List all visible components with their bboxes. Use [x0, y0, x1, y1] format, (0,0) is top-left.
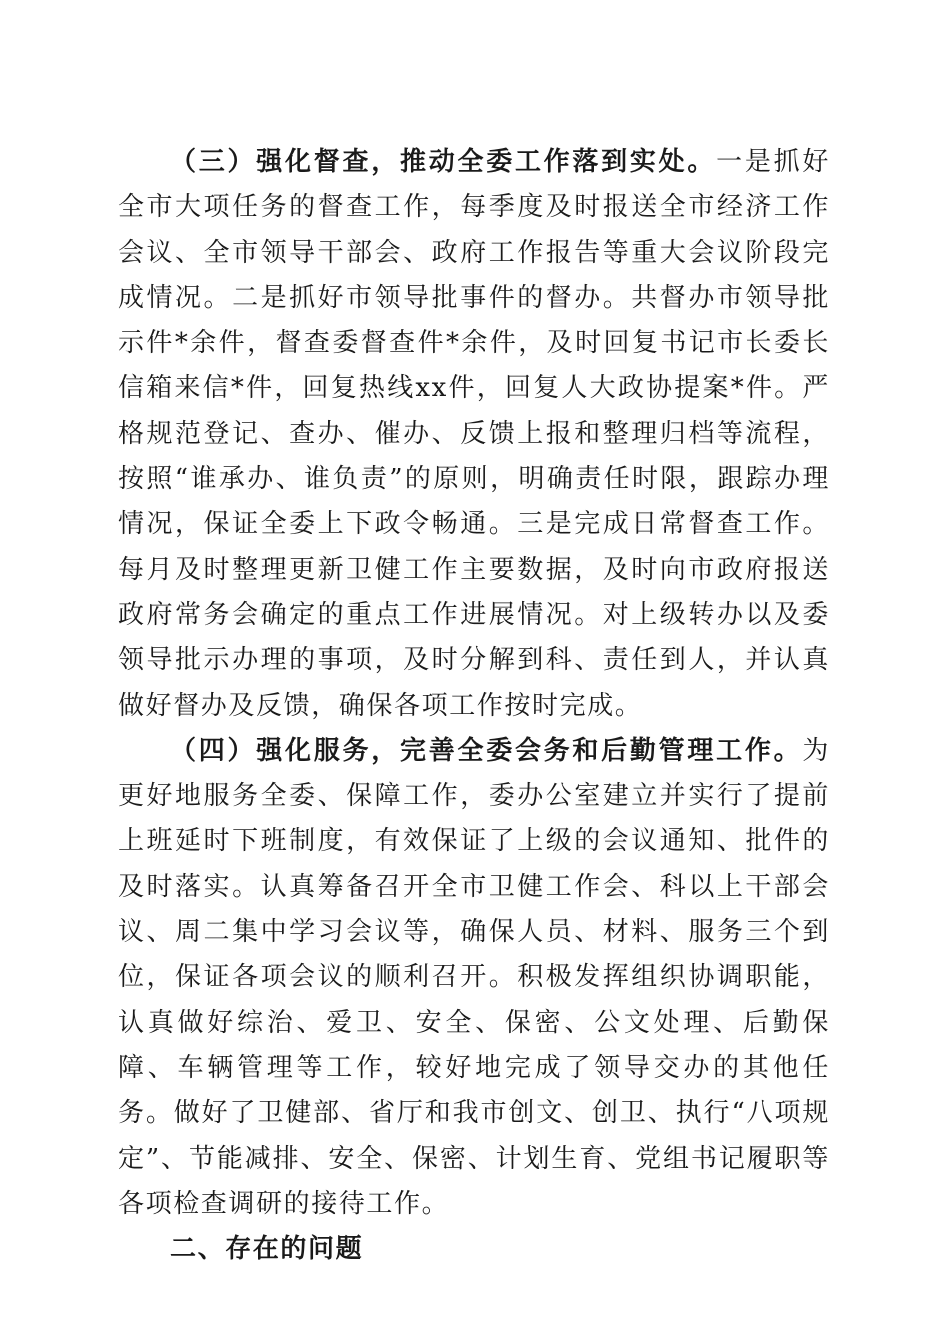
section-heading-problems: 二、存在的问题: [170, 1234, 364, 1265]
paragraph-service: [118, 729, 830, 1227]
paragraph-text-service: 为更好地服务全委、保障工作，委办公室建立并实行了提前上班延时下班制度，有效保证了上级的会议通知、批件的及时落实。认真筹备召开全市卫健工作会、科以上干部会议、周二集中学习会议等，确保人员、材料、服务三个到位，保证各项会议的顺利召开。积极发挥组织协调职能，认真做好综治、爱卫、安全、保密、公文处理、后勤保障、车辆管理等工作，较好地完成了领导交办的其他任务。做好了卫健部、省厅和我市创文、创卫、执行“八项规定”、节能减排、安全、保密、计划生育、党组书记履职等各项检查调研的接待工作。: [118, 735, 830, 1219]
document-body: [118, 140, 830, 1272]
paragraph-lead-supervision: （三）强化督查，推动全委工作落到实处。: [170, 147, 717, 177]
paragraph-text-supervision: 一是抓好全市大项任务的督查工作，每季度及时报送全市经济工作会议、全市领导干部会、政府工作报告等重大会议阶段完成情况。二是抓好市领导批事件的督办。共督办市领导批示件*余件，督查委督查件*余件，及时回复书记市长委长信箱来信*件，回复热线xx件，回复人大政协提案*件。严格规范登记、查办、催办、反馈上报和整理归档等流程，按照“谁承办、谁负责”的原则，明确责任时限，跟踪办理情况，保证全委上下政令畅通。三是完成日常督查工作。每月及时整理更新卫健工作主要数据，及时向市政府报送政府常务会确定的重点工作进展情况。对上级转办以及委领导批示办理的事项，及时分解到科、责任到人，并认真做好督办及反馈，确保各项工作按时完成。: [118, 147, 830, 721]
paragraph-lead-service: （四）强化服务，完善全委会务和后勤管理工作。: [170, 735, 803, 766]
paragraph-supervision: [118, 140, 830, 729]
